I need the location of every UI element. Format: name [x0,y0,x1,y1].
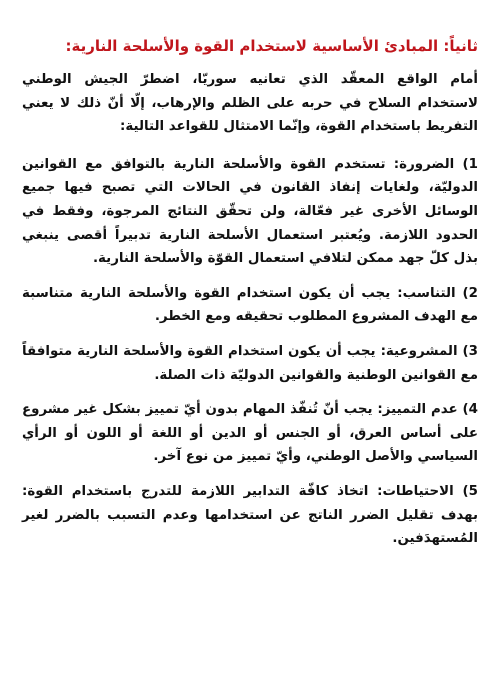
principle-necessity: 1) الضرورة: تستخدم القوة والأسلحة النارية بالتوافق مع القوانين الدوليّة، ولغايات إنفاذ القانون في الحالات التي تصبح فيها جميع الوسائل الأخرى غير فعّالة، ولن تحقّق النتائج المرجوة، وفقط في الحدود اللازمة. ويُعتبر استعمال الأسلحة النارية تدبيراً أقصى ينبغي بذل كلّ جهد ممكن لتلافي استعمال القوّة والأسلحة النارية. [22,156,478,267]
principle-precautions: 5) الاحتياطات: اتخاذ كافّة التدابير اللازمة للتدرج باستخدام القوة: بهدف تقليل الضرر الناتج عن استخدامها وعدم التسبب بالضرر لغير المُستهدَفين. [22,483,478,547]
intro-paragraph: أمام الواقع المعقّد الذي تعانيه سوريّا، اضطرّ الجيش الوطني لاستخدام السلاح في حربه على الظلم والإرهاب، إلّا أنّ ذلك لا يعني التفريط باستخدام القوة، وإنّما الامتثال للقواعد التالية: [22,72,478,135]
principle-non-discrimination: 4) عدم التمييز: يجب أنّ تُنفّذ المهام بدون أيّ تمييز بشكل غير مشروع على أساس العرق، أو الجنس أو الدين أو اللغة أو اللون أو الرأي السياسي والأصل الوطني، وأيّ تمييز من نوع آخر. [22,402,478,465]
section-heading: ثانياً: المبادئ الأساسية لاستخدام القوة والأسلحة النارية: [65,37,478,55]
principle-legality: 3) المشروعية: يجب أن يكون استخدام القوة والأسلحة النارية متوافقاً مع القوانين الوطنية والقوانين الدوليّة ذات الصلة. [22,343,478,383]
principle-proportionality: 2) التناسب: يجب أن يكون استخدام القوة والأسلحة النارية متناسبة مع الهدف المشروع المطلوب تحقيقه ومع الخطر. [22,285,478,325]
